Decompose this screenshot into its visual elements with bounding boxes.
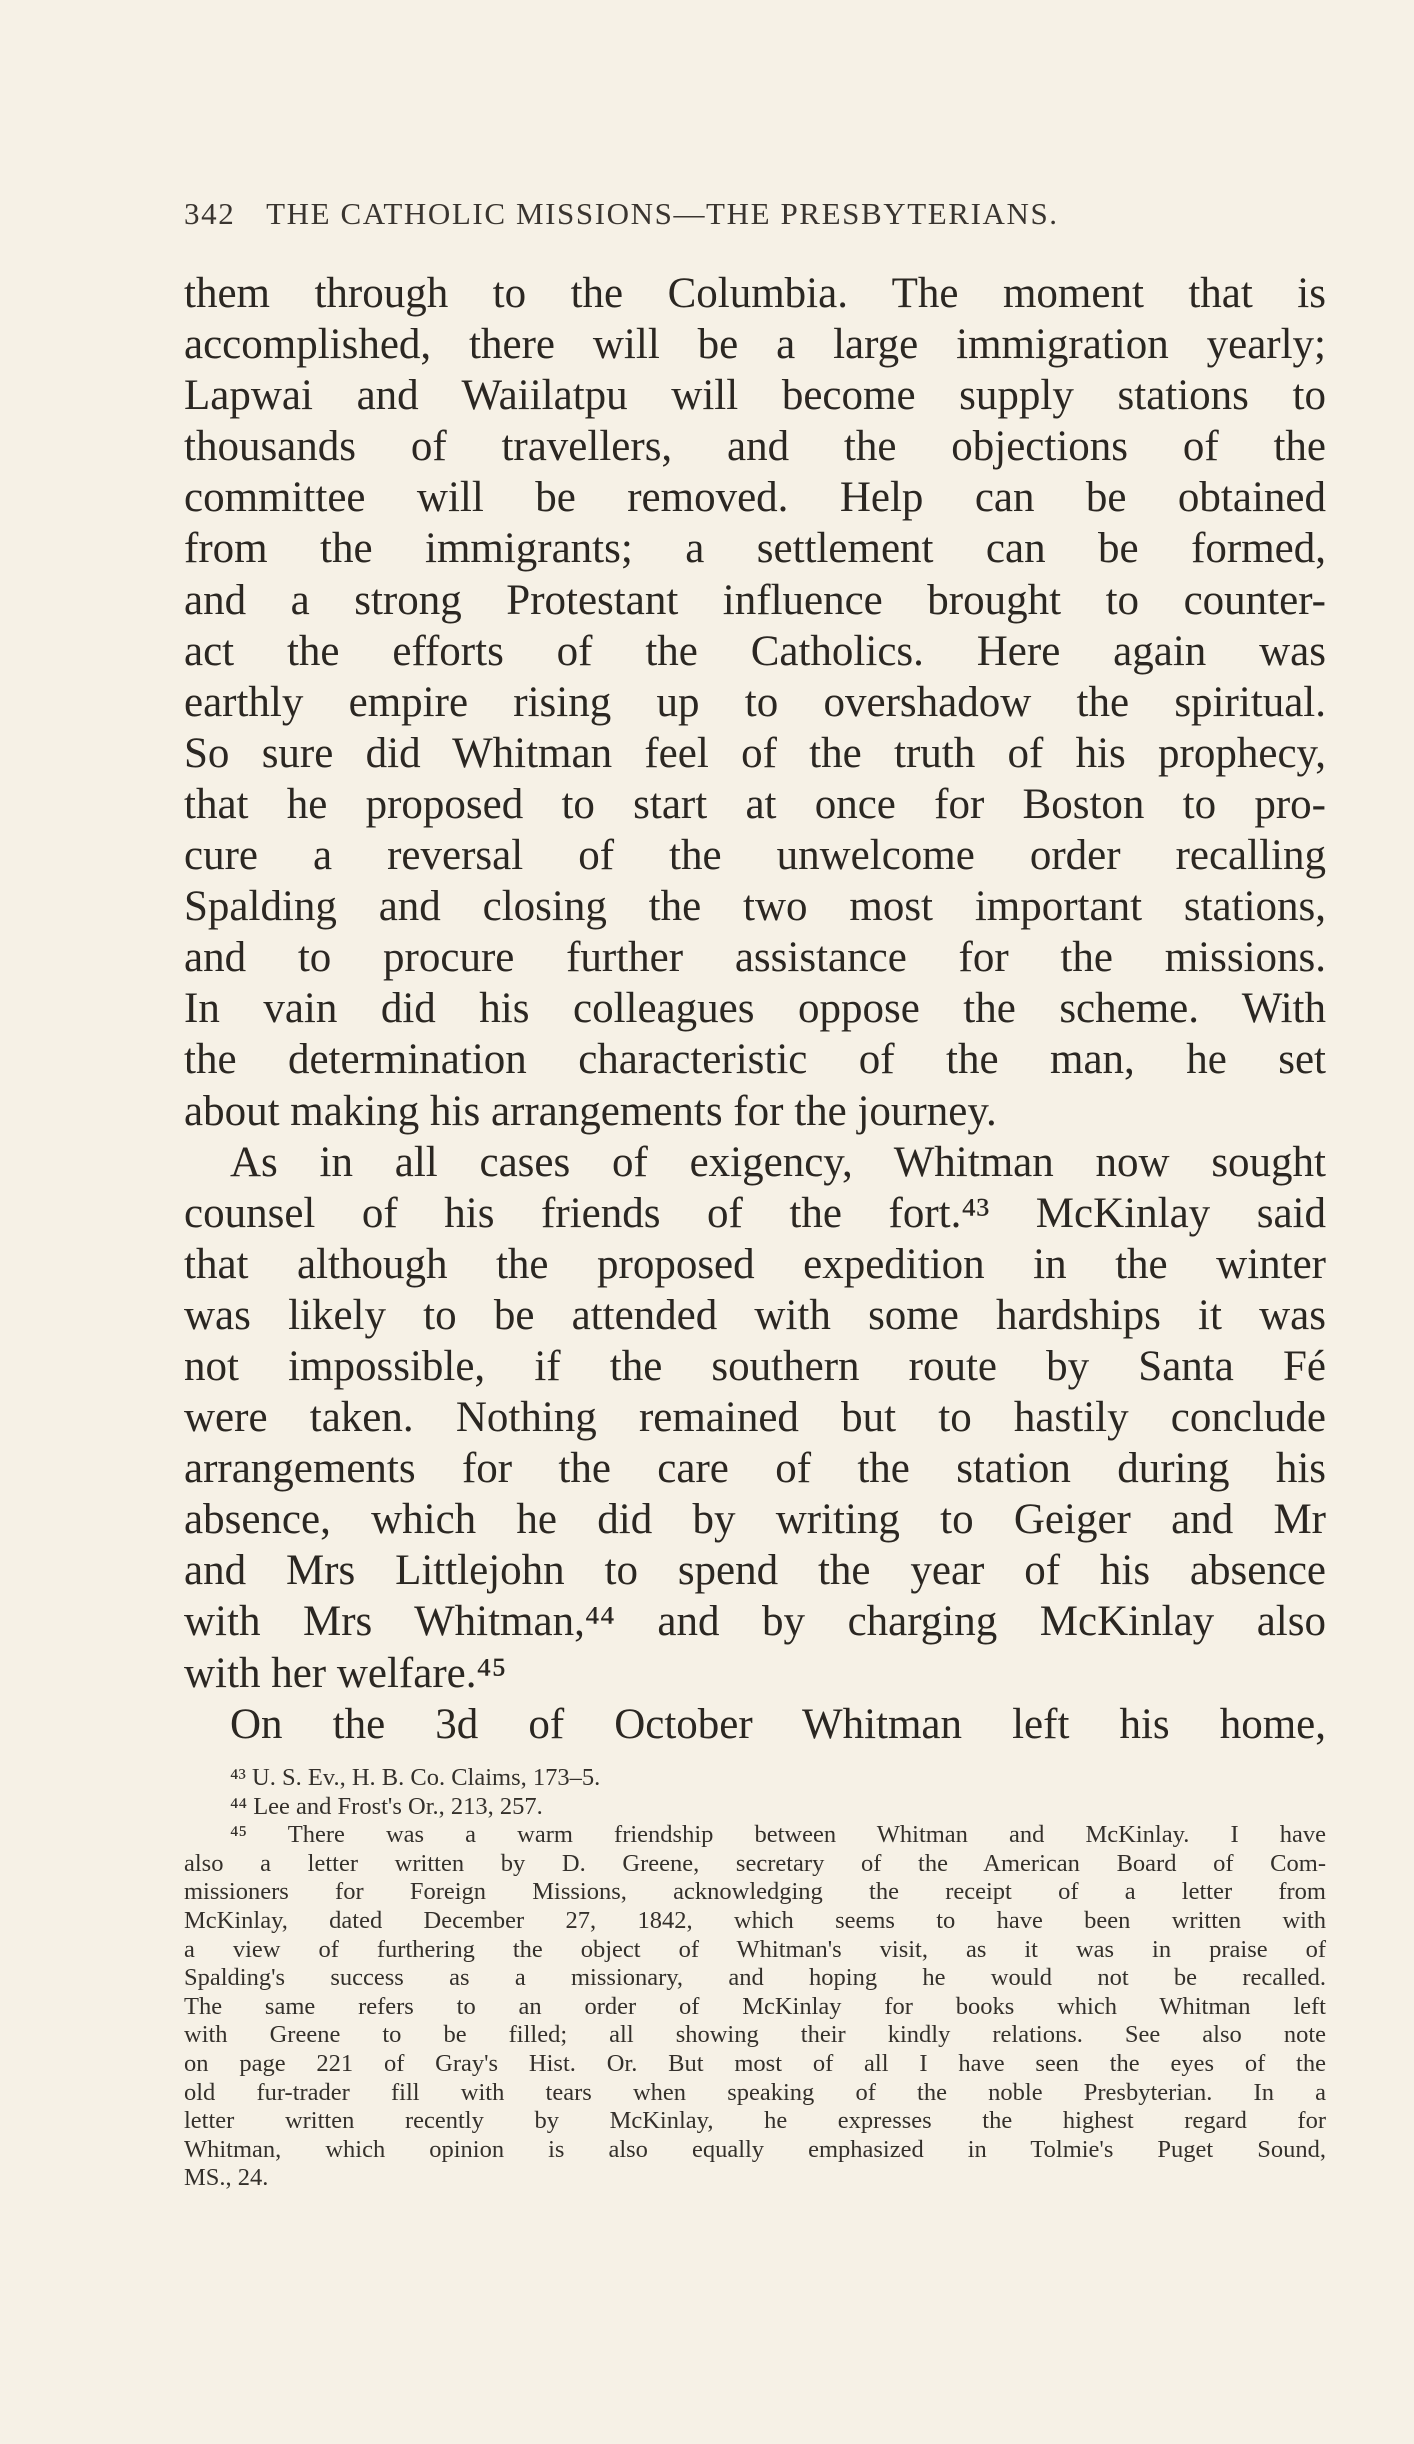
body-line: counsel of his friends of the fort.⁴³ McKinlay said: [184, 1189, 1326, 1237]
body-line: them through to the Columbia. The moment that is: [184, 270, 1326, 317]
body-line: Lapwai and Waiilatpu will become supply stations to: [184, 372, 1326, 420]
footnote-line: The same refers to an order of McKinlay for books which Whitman left: [184, 1992, 1326, 2020]
body-line: cure a reversal of the unwelcome order recalling: [184, 832, 1326, 880]
footnote-line: on page 221 of Gray's Hist. Or. But most of all I have seen the eyes of the: [184, 2049, 1326, 2077]
footnote-line: McKinlay, dated December 27, 1842, which seems to have been written with: [184, 1906, 1326, 1934]
body-line: about making his arrangements for the journey.: [184, 1087, 997, 1135]
running-header: [184, 194, 1218, 234]
footnote-line: Spalding's success as a missionary, and hoping he would not be recalled.: [184, 1964, 1326, 1992]
footnote-line: also a letter written by D. Greene, secretary of the American Board of Com-: [184, 1849, 1326, 1877]
body-text: [184, 268, 1326, 1750]
body-line: committee will be removed. Help can be obtained: [184, 474, 1326, 522]
footnote-line: Whitman, which opinion is also equally emphasized in Tolmie's Puget Sound,: [184, 2135, 1326, 2163]
body-line: earthly empire rising up to overshadow the spiritual.: [184, 678, 1326, 726]
footnote-line: ⁴⁴ Lee and Frost's Or., 213, 257.: [230, 1792, 543, 1820]
body-line: with Mrs Whitman,⁴⁴ and by charging McKinlay also: [184, 1598, 1326, 1646]
body-line: Spalding and closing the two most important stations,: [184, 883, 1326, 931]
footnotes: [184, 1764, 1326, 2193]
footnote-line: letter written recently by McKinlay, he expresses the highest regard for: [184, 2107, 1326, 2135]
footnote-line: old fur-trader fill with tears when speaking of the noble Presbyterian. In a: [184, 2078, 1326, 2106]
body-line: that although the proposed expedition in the winter: [184, 1240, 1326, 1288]
running-title: THE CATHOLIC MISSIONS—THE PRESBYTERIANS.: [266, 196, 1059, 231]
footnote-line: with Greene to be filled; all showing their kindly relations. See also note: [184, 2021, 1326, 2049]
page-number: 342: [184, 196, 236, 231]
body-line: act the efforts of the Catholics. Here again was: [184, 627, 1326, 675]
body-line: On the 3d of October Whitman left his home,: [230, 1700, 1326, 1748]
footnote-line: missioners for Foreign Missions, acknowledging the receipt of a letter from: [184, 1878, 1326, 1906]
body-line: accomplished, there will be a large immigration yearly;: [184, 321, 1326, 369]
body-line: the determination characteristic of the man, he set: [184, 1036, 1326, 1084]
body-line: absence, which he did by writing to Geiger and Mr: [184, 1496, 1326, 1544]
body-line: arrangements for the care of the station during his: [184, 1445, 1326, 1493]
body-line: and Mrs Littlejohn to spend the year of his absence: [184, 1547, 1326, 1595]
body-line: thousands of travellers, and the objections of the: [184, 423, 1326, 471]
footnote-line: ⁴³ U. S. Ev., H. B. Co. Claims, 173–5.: [230, 1764, 601, 1791]
body-line: not impossible, if the southern route by Santa Fé: [184, 1342, 1326, 1390]
footnote-line: MS., 24.: [184, 2164, 269, 2192]
body-line: were taken. Nothing remained but to hastily conclude: [184, 1394, 1326, 1442]
footnote-line: ⁴⁵ There was a warm friendship between Whitman and McKinlay. I have: [230, 1821, 1326, 1849]
body-line: and to procure further assistance for the missions.: [184, 934, 1326, 982]
body-line: and a strong Protestant influence brought to counter-: [184, 576, 1326, 624]
body-line: In vain did his colleagues oppose the scheme. With: [184, 985, 1326, 1033]
footnote-line: a view of furthering the object of Whitman's visit, as it was in praise of: [184, 1935, 1326, 1963]
body-line: with her welfare.⁴⁵: [184, 1649, 507, 1697]
body-line: from the immigrants; a settlement can be formed,: [184, 525, 1326, 573]
body-line: was likely to be attended with some hardships it was: [184, 1291, 1326, 1339]
body-line: As in all cases of exigency, Whitman now sought: [230, 1138, 1326, 1186]
body-line: that he proposed to start at once for Boston to pro-: [184, 780, 1326, 828]
body-line: So sure did Whitman feel of the truth of his prophecy,: [184, 729, 1326, 777]
